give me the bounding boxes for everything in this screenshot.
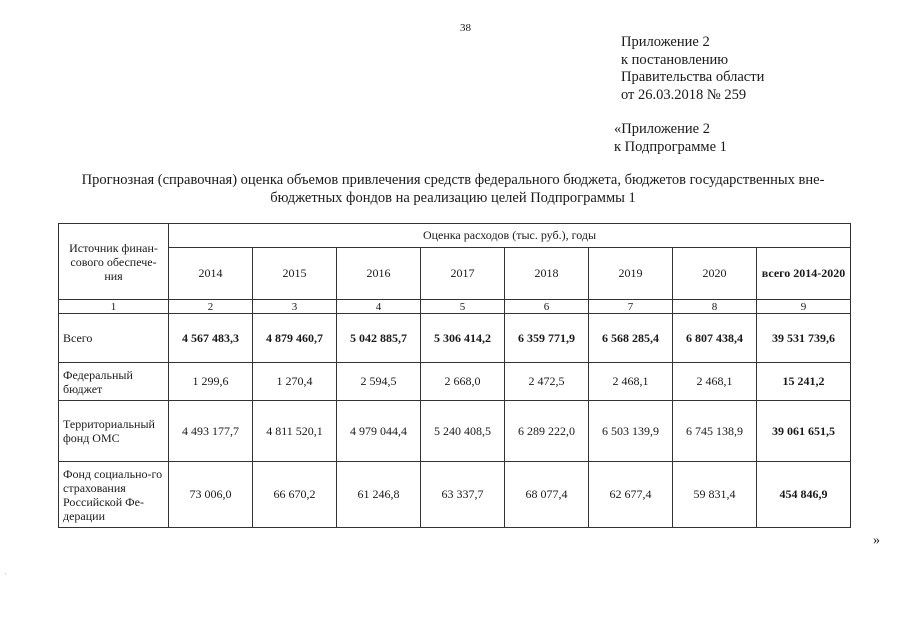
year-header: 2017 (421, 248, 505, 300)
year-header: 2019 (589, 248, 673, 300)
row-source-label: Федеральный бюджет (59, 363, 169, 401)
page-number: 38 (460, 22, 471, 34)
value-cell: 4 567 483,3 (169, 314, 253, 363)
column-number: 7 (589, 300, 673, 314)
column-number: 1 (59, 300, 169, 314)
value-cell: 2 594,5 (337, 363, 421, 401)
column-number: 3 (253, 300, 337, 314)
year-header: 2014 (169, 248, 253, 300)
column-number: 9 (757, 300, 851, 314)
total-cell: 454 846,9 (757, 462, 851, 528)
value-cell: 2 468,1 (589, 363, 673, 401)
row-source-label: Всего (59, 314, 169, 363)
table-row (59, 314, 851, 363)
column-number: 2 (169, 300, 253, 314)
inner-appendix-line: к Подпрограмме 1 (614, 138, 727, 155)
title-line-1: Прогнозная (справочная) оценка объемов привлечения средств федерального бюджета, бюджетов государственных вне- (81, 172, 825, 188)
value-cell: 73 006,0 (169, 462, 253, 528)
value-cell: 62 677,4 (589, 462, 673, 528)
document-title (58, 172, 848, 207)
value-cell: 2 472,5 (505, 363, 589, 401)
margin-mark: · (4, 570, 7, 579)
inner-appendix-block (614, 121, 727, 156)
appendix-block (621, 34, 764, 104)
value-cell: 6 568 285,4 (589, 314, 673, 363)
appendix-line: от 26.03.2018 № 259 (621, 86, 747, 103)
year-header: 2016 (337, 248, 421, 300)
value-cell: 4 493 177,7 (169, 401, 253, 462)
value-cell: 4 879 460,7 (253, 314, 337, 363)
value-cell: 63 337,7 (421, 462, 505, 528)
appendix-line: к постановлению (621, 51, 729, 68)
column-number: 8 (673, 300, 757, 314)
budget-table (58, 223, 851, 528)
table-row (59, 462, 851, 528)
source-column-header: Источник финан-сового обеспече-ния (59, 224, 169, 300)
value-cell: 4 811 520,1 (253, 401, 337, 462)
row-source-label: Территориальный фонд ОМС (59, 401, 169, 462)
row-source-label: Фонд социально-го страхования Российской Фе-дерации (59, 462, 169, 528)
value-cell: 5 042 885,7 (337, 314, 421, 363)
table-row (59, 401, 851, 462)
column-number: 4 (337, 300, 421, 314)
value-cell: 1 270,4 (253, 363, 337, 401)
column-number: 6 (505, 300, 589, 314)
cost-estimate-header: Оценка расходов (тыс. руб.), годы (169, 224, 851, 248)
value-cell: 68 077,4 (505, 462, 589, 528)
year-header: 2020 (673, 248, 757, 300)
value-cell: 2 668,0 (421, 363, 505, 401)
value-cell: 6 359 771,9 (505, 314, 589, 363)
appendix-line: Приложение 2 (621, 34, 710, 50)
year-header: 2018 (505, 248, 589, 300)
value-cell: 61 246,8 (337, 462, 421, 528)
column-number: 5 (421, 300, 505, 314)
value-cell: 6 807 438,4 (673, 314, 757, 363)
total-cell: 15 241,2 (757, 363, 851, 401)
total-column-header: всего 2014-2020 (757, 248, 851, 300)
title-line-2: бюджетных фондов на реализацию целей Подпрограммы 1 (270, 189, 636, 206)
value-cell: 5 240 408,5 (421, 401, 505, 462)
value-cell: 59 831,4 (673, 462, 757, 528)
inner-appendix-line: «Приложение 2 (614, 121, 710, 137)
value-cell: 5 306 414,2 (421, 314, 505, 363)
value-cell: 66 670,2 (253, 462, 337, 528)
value-cell: 6 289 222,0 (505, 401, 589, 462)
year-header: 2015 (253, 248, 337, 300)
table-row (59, 363, 851, 401)
closing-quote: » (873, 533, 880, 548)
value-cell: 6 745 138,9 (673, 401, 757, 462)
total-cell: 39 531 739,6 (757, 314, 851, 363)
total-cell: 39 061 651,5 (757, 401, 851, 462)
value-cell: 4 979 044,4 (337, 401, 421, 462)
value-cell: 6 503 139,9 (589, 401, 673, 462)
value-cell: 2 468,1 (673, 363, 757, 401)
appendix-line: Правительства области (621, 69, 765, 85)
value-cell: 1 299,6 (169, 363, 253, 401)
